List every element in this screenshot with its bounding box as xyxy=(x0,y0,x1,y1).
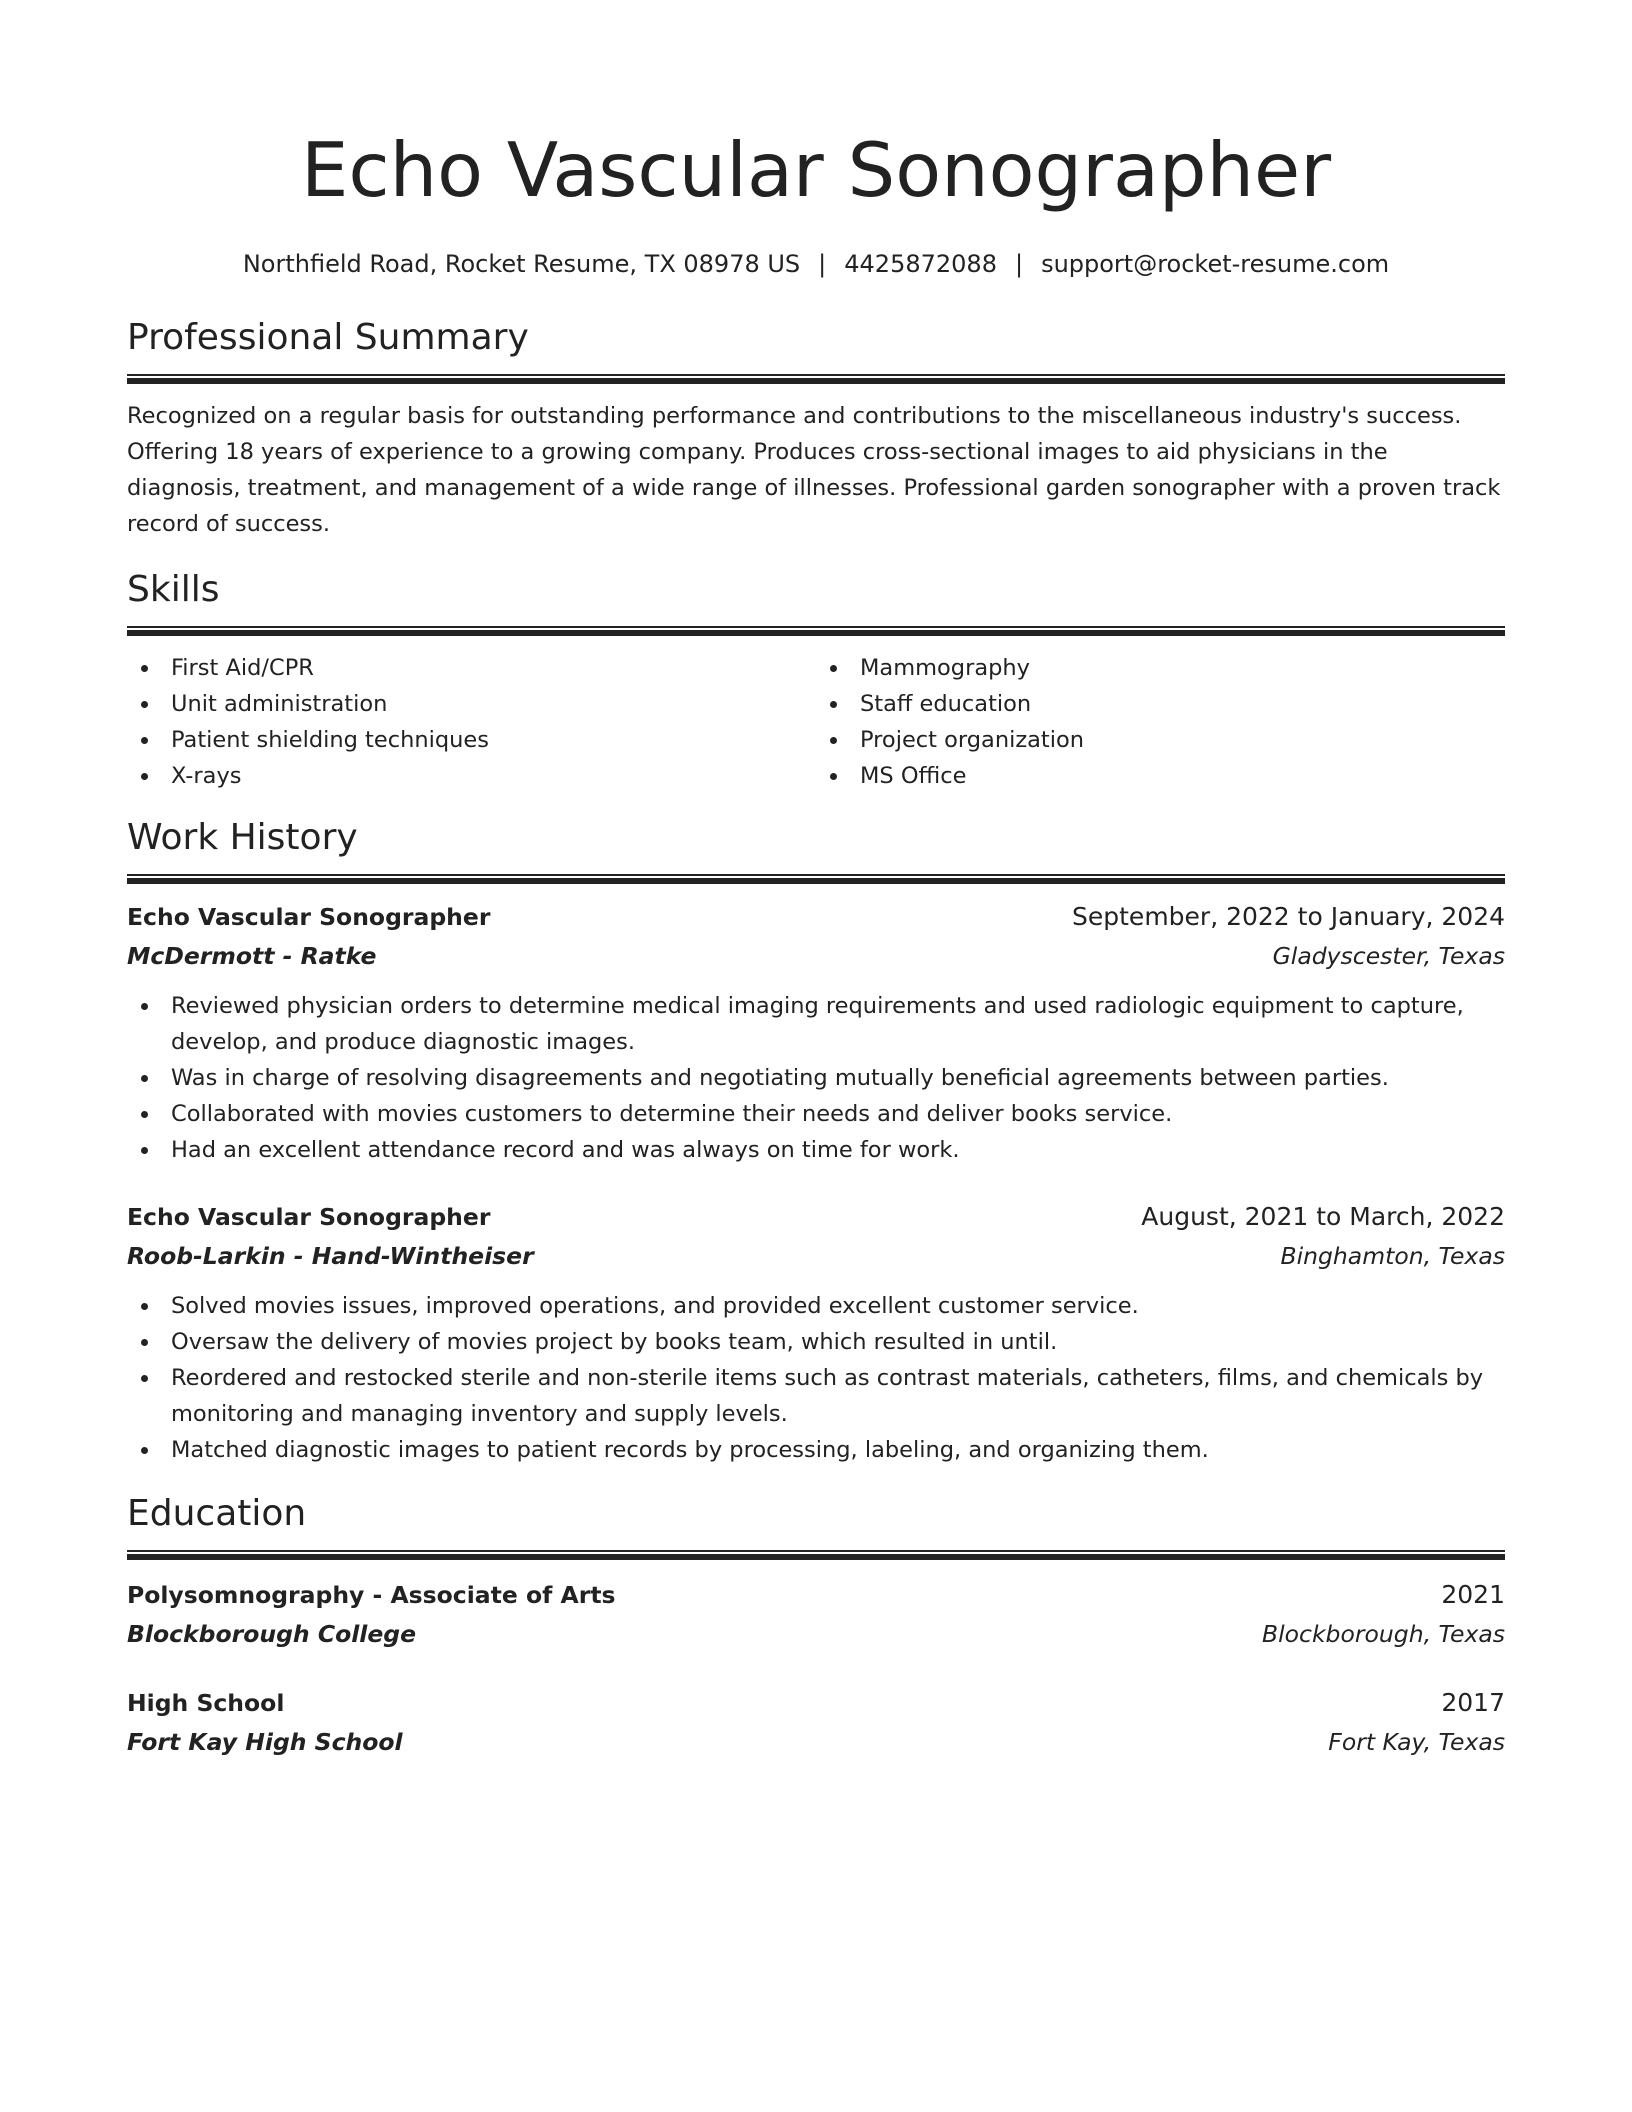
job-bullet: Collaborated with movies customers to determine their needs and deliver books service. xyxy=(127,1096,1505,1132)
section-title-skills: Skills xyxy=(127,569,220,610)
contact-separator: | xyxy=(1014,250,1024,278)
skills-column-left xyxy=(127,650,816,794)
education-entry xyxy=(127,1684,1505,1762)
education-degree: High School xyxy=(127,1689,285,1717)
job-location: Binghamton, Texas xyxy=(1280,1242,1505,1270)
education-school: Fort Kay High School xyxy=(127,1728,403,1756)
section-rule xyxy=(127,626,1505,636)
job-company: Roob-Larkin - Hand-Wintheiser xyxy=(127,1242,534,1270)
job-title: Echo Vascular Sonographer xyxy=(127,1203,491,1231)
section-title-work: Work History xyxy=(127,817,358,858)
contact-separator: | xyxy=(818,250,827,278)
education-section xyxy=(127,1490,1505,1762)
education-degree: Polysomnography - Associate of Arts xyxy=(127,1581,616,1609)
education-location: Blockborough, Texas xyxy=(1262,1620,1505,1648)
job-bullet: Reordered and restocked sterile and non-sterile items such as contrast materials, catheters, films, and chemicals by monitoring and managing inventory and supply levels. xyxy=(127,1360,1505,1432)
skill-item: Patient shielding techniques xyxy=(127,722,816,758)
education-location: Fort Kay, Texas xyxy=(1328,1728,1505,1756)
section-title-summary: Professional Summary xyxy=(127,317,529,358)
job-company: McDermott - Ratke xyxy=(127,942,377,970)
education-school: Blockborough College xyxy=(127,1620,417,1648)
job-title: Echo Vascular Sonographer xyxy=(127,903,491,931)
education-entry xyxy=(127,1576,1505,1654)
skill-item: Mammography xyxy=(816,650,1505,686)
job-dates: September, 2022 to January, 2024 xyxy=(1072,902,1505,931)
contact-email: support@rocket-resume.com xyxy=(1041,250,1390,278)
job-bullet: Oversaw the delivery of movies project by books team, which resulted in until. xyxy=(127,1324,1505,1360)
education-year: 2021 xyxy=(1441,1580,1505,1609)
section-rule xyxy=(127,874,1505,884)
education-year: 2017 xyxy=(1441,1688,1505,1717)
job-bullet: Had an excellent attendance record and was always on time for work. xyxy=(127,1132,1505,1168)
skills-list xyxy=(127,650,1505,794)
job-entry xyxy=(127,1198,1505,1468)
skill-item: X-rays xyxy=(127,758,816,794)
section-rule xyxy=(127,374,1505,384)
summary-section xyxy=(127,314,1505,542)
skills-section xyxy=(127,566,1505,794)
job-location: Gladyscester, Texas xyxy=(1272,942,1505,970)
contact-address: Northfield Road, Rocket Resume, TX 08978 US xyxy=(242,250,801,278)
candidate-name: Echo Vascular Sonographer xyxy=(300,126,1332,214)
job-bullet: Solved movies issues, improved operations, and provided excellent customer service. xyxy=(127,1288,1505,1324)
summary-text: Recognized on a regular basis for outstanding performance and contributions to the miscellaneous industry's success. Offering 18 years of experience to a growing company. Produces cross-sectional images to aid physicians in the diagnosis, treatment, and management of a wide range of illnesses. Professional garden sonographer with a proven track record of success. xyxy=(127,403,1501,537)
job-entry xyxy=(127,898,1505,1168)
skill-item: Unit administration xyxy=(127,686,816,722)
section-title-education: Education xyxy=(127,1493,307,1534)
job-bullets xyxy=(127,1288,1505,1468)
contact-line xyxy=(127,248,1505,280)
job-dates: August, 2021 to March, 2022 xyxy=(1141,1202,1505,1231)
skill-item: MS Office xyxy=(816,758,1505,794)
section-rule xyxy=(127,1550,1505,1560)
job-bullet: Matched diagnostic images to patient records by processing, labeling, and organizing them. xyxy=(127,1432,1505,1468)
job-bullets xyxy=(127,988,1505,1168)
job-bullet: Was in charge of resolving disagreements and negotiating mutually beneficial agreements between parties. xyxy=(127,1060,1505,1096)
skill-item: Staff education xyxy=(816,686,1505,722)
work-section xyxy=(127,814,1505,1468)
skill-item: Project organization xyxy=(816,722,1505,758)
contact-phone: 4425872088 xyxy=(844,250,997,278)
skills-column-right xyxy=(816,650,1505,794)
skill-item: First Aid/CPR xyxy=(127,650,816,686)
job-bullet: Reviewed physician orders to determine medical imaging requirements and used radiologic equipment to capture, develop, and produce diagnostic images. xyxy=(127,988,1505,1060)
